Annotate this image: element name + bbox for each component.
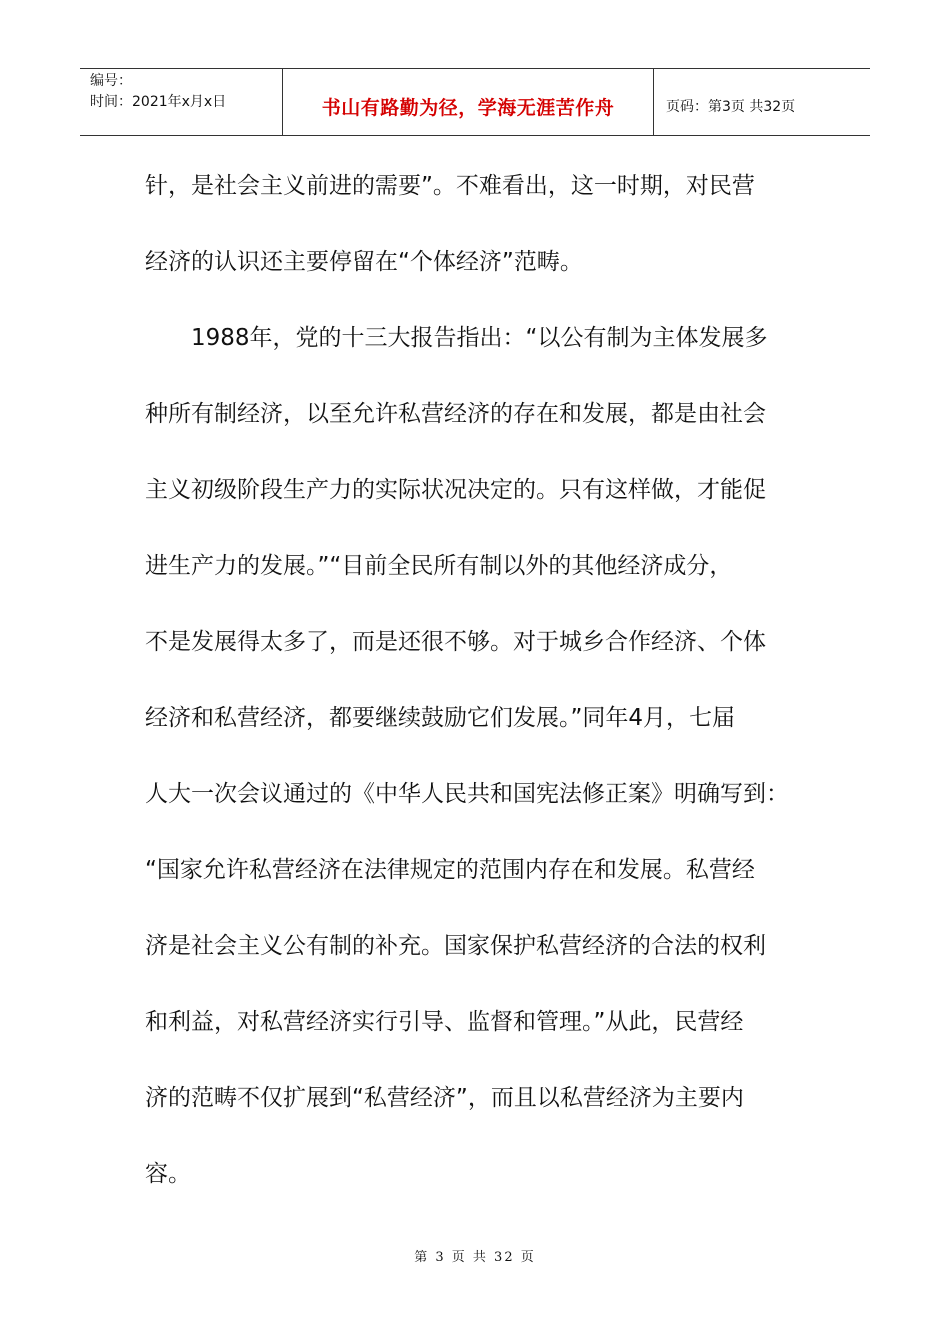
header-motto-cell	[282, 69, 654, 135]
header-page-info	[654, 69, 870, 135]
body-line: 不是发展得太多了，而是还很不够。对于城乡合作经济、个体	[145, 629, 766, 655]
document-number-label: 编号：	[90, 73, 132, 89]
header-page-number: 页码：第3页 共32页	[666, 99, 796, 115]
body-line: 种所有制经济，以至允许私营经济的存在和发展，都是由社会	[145, 401, 766, 427]
header-meta	[80, 69, 282, 135]
body-line: 主义初级阶段生产力的实际状况决定的。只有这样做，才能促	[145, 477, 766, 503]
body-line: 经济和私营经济，都要继续鼓励它们发展。”同年4月，七届	[145, 705, 736, 731]
body-line: 经济的认识还主要停留在“个体经济”范畴。	[145, 249, 583, 275]
page-footer: 第 3 页 共 32 页	[414, 1250, 536, 1265]
document-date: 时间：2021年x月x日	[90, 94, 227, 110]
body-line: 人大一次会议通过的《中华人民共和国宪法修正案》明确写到：	[145, 781, 789, 807]
body-line: 济的范畴不仅扩展到“私营经济”，而且以私营经济为主要内	[145, 1085, 744, 1111]
body-line: 济是社会主义公有制的补充。国家保护私营经济的合法的权利	[145, 933, 766, 959]
document-body	[145, 160, 805, 1224]
body-line: 和利益，对私营经济实行引导、监督和管理。”从此，民营经	[145, 1009, 744, 1035]
body-line: 针，是社会主义前进的需要”。不难看出，这一时期，对民营	[145, 173, 755, 199]
body-line: “国家允许私营经济在法律规定的范围内存在和发展。私营经	[145, 857, 755, 883]
header-motto: 书山有路勤为径，学海无涯苦作舟	[321, 96, 615, 119]
body-line: 容。	[145, 1161, 191, 1187]
body-line: 进生产力的发展。”“目前全民所有制以外的其他经济成分，	[145, 553, 733, 579]
page-header	[80, 68, 870, 136]
body-line: 1988年，党的十三大报告指出：“以公有制为主体发展多	[191, 325, 768, 351]
